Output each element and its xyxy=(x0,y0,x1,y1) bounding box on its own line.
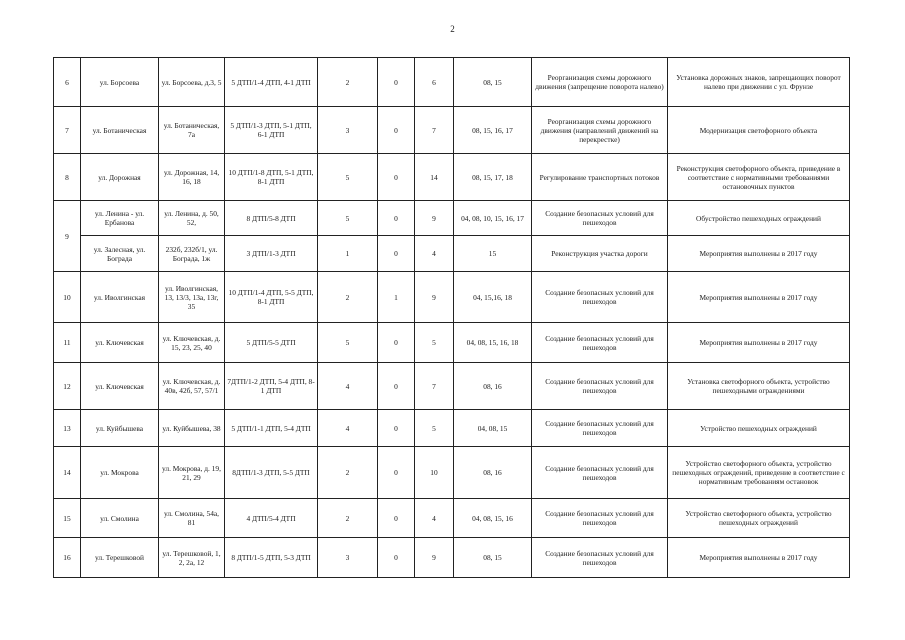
street-cell: ул. Борсоева xyxy=(81,58,159,107)
count-cell: 2 xyxy=(318,272,378,323)
actions-cell: Установка дорожных знаков, запрещающих поворот налево при движении с ул. Фрунзе xyxy=(668,58,850,107)
table-row xyxy=(54,410,850,447)
codes-cell: 08, 16 xyxy=(454,363,532,410)
measure-cell: Реорганизация схемы дорожного движения (запрещение поворота налево) xyxy=(532,58,668,107)
codes-cell: 08, 15, 17, 18 xyxy=(454,154,532,201)
accidents-cell: 8 ДТП/1-5 ДТП, 5-3 ДТП xyxy=(225,538,318,578)
count-cell: 14 xyxy=(415,154,454,201)
measure-cell: Создание безопасных условий для пешеходов xyxy=(532,272,668,323)
count-cell: 1 xyxy=(318,236,378,272)
street-cell: ул. Ботаническая xyxy=(81,107,159,154)
measure-cell: Создание безопасных условий для пешеходов xyxy=(532,323,668,363)
actions-cell: Реконструкция светофорного объекта, приведение в соответствие с нормативными требованиями остановочных пунктов xyxy=(668,154,850,201)
count-cell: 2 xyxy=(318,58,378,107)
row-number: 9 xyxy=(54,201,81,272)
count-cell: 4 xyxy=(318,410,378,447)
table-row xyxy=(54,323,850,363)
count-cell: 9 xyxy=(415,538,454,578)
codes-cell: 08, 15 xyxy=(454,538,532,578)
count-cell: 3 xyxy=(318,538,378,578)
codes-cell: 15 xyxy=(454,236,532,272)
codes-cell: 08, 15 xyxy=(454,58,532,107)
accidents-cell: 3 ДТП/1-3 ДТП xyxy=(225,236,318,272)
table-row xyxy=(54,58,850,107)
row-number: 6 xyxy=(54,58,81,107)
accidents-cell: 4 ДТП/5-4 ДТП xyxy=(225,499,318,538)
street-cell: ул. Ленина - ул. Ербанова xyxy=(81,201,159,236)
codes-cell: 08, 15, 16, 17 xyxy=(454,107,532,154)
count-cell: 7 xyxy=(415,363,454,410)
count-cell: 5 xyxy=(415,323,454,363)
actions-cell: Устройство светофорного объекта, устройство пешеходных ограждений, приведение в соответствие с нормативным требованиям остановок xyxy=(668,447,850,499)
measure-cell: Реорганизация схемы дорожного движения (направлений движений на перекрестке) xyxy=(532,107,668,154)
count-cell: 0 xyxy=(378,201,415,236)
count-cell: 1 xyxy=(378,272,415,323)
count-cell: 4 xyxy=(415,499,454,538)
accidents-cell: 7ДТП/1-2 ДТП, 5-4 ДТП, 8-1 ДТП xyxy=(225,363,318,410)
accidents-cell: 10 ДТП/1-4 ДТП, 5-5 ДТП, 8-1 ДТП xyxy=(225,272,318,323)
table-row xyxy=(54,447,850,499)
count-cell: 5 xyxy=(318,323,378,363)
accidents-cell: 5 ДТП/5-5 ДТП xyxy=(225,323,318,363)
count-cell: 4 xyxy=(318,363,378,410)
table-row xyxy=(54,201,850,236)
accidents-cell: 8ДТП/1-3 ДТП, 5-5 ДТП xyxy=(225,447,318,499)
actions-cell: Мероприятия выполнены в 2017 году xyxy=(668,272,850,323)
count-cell: 0 xyxy=(378,236,415,272)
count-cell: 2 xyxy=(318,447,378,499)
address-cell: ул. Ботаническая, 7а xyxy=(159,107,225,154)
table-row xyxy=(54,363,850,410)
actions-cell: Устройство пешеходных ограждений xyxy=(668,410,850,447)
actions-cell: Мероприятия выполнены в 2017 году xyxy=(668,323,850,363)
table-row xyxy=(54,538,850,578)
codes-cell: 04, 08, 15, 16 xyxy=(454,499,532,538)
actions-cell: Мероприятия выполнены в 2017 году xyxy=(668,236,850,272)
accidents-cell: 5 ДТП/1-3 ДТП, 5-1 ДТП, 6-1 ДТП xyxy=(225,107,318,154)
row-number: 7 xyxy=(54,107,81,154)
actions-cell: Обустройство пешеходных ограждений xyxy=(668,201,850,236)
actions-cell: Мероприятия выполнены в 2017 году xyxy=(668,538,850,578)
table-row xyxy=(54,499,850,538)
table-row xyxy=(54,236,850,272)
table-row xyxy=(54,272,850,323)
count-cell: 10 xyxy=(415,447,454,499)
row-number: 13 xyxy=(54,410,81,447)
count-cell: 0 xyxy=(378,499,415,538)
count-cell: 0 xyxy=(378,323,415,363)
count-cell: 0 xyxy=(378,107,415,154)
measure-cell: Создание безопасных условий для пешеходов xyxy=(532,363,668,410)
count-cell: 9 xyxy=(415,272,454,323)
codes-cell: 04, 08, 10, 15, 16, 17 xyxy=(454,201,532,236)
row-number: 11 xyxy=(54,323,81,363)
street-cell: ул. Смолина xyxy=(81,499,159,538)
count-cell: 5 xyxy=(415,410,454,447)
row-number: 15 xyxy=(54,499,81,538)
actions-cell: Модернизация светофорного объекта xyxy=(668,107,850,154)
row-number: 16 xyxy=(54,538,81,578)
actions-cell: Установка светофорного объекта, устройство пешеходными ограждениями xyxy=(668,363,850,410)
count-cell: 0 xyxy=(378,538,415,578)
address-cell: ул. Ключевская, д. 40в, 42б, 57, 57/1 xyxy=(159,363,225,410)
measure-cell: Создание безопасных условий для пешеходов xyxy=(532,538,668,578)
actions-cell: Устройство светофорного объекта, устройство пешеходных ограждений xyxy=(668,499,850,538)
measure-cell: Реконструкция участка дороги xyxy=(532,236,668,272)
row-number: 10 xyxy=(54,272,81,323)
street-cell: ул. Залесная, ул. Бограда xyxy=(81,236,159,272)
street-cell: ул. Иволгинская xyxy=(81,272,159,323)
street-cell: ул. Терешковой xyxy=(81,538,159,578)
street-cell: ул. Дорожная xyxy=(81,154,159,201)
count-cell: 2 xyxy=(318,499,378,538)
count-cell: 0 xyxy=(378,447,415,499)
count-cell: 0 xyxy=(378,58,415,107)
measure-cell: Регулирование транспортных потоков xyxy=(532,154,668,201)
count-cell: 5 xyxy=(318,154,378,201)
accidents-cell: 10 ДТП/1-8 ДТП, 5-1 ДТП, 8-1 ДТП xyxy=(225,154,318,201)
count-cell: 5 xyxy=(318,201,378,236)
row-number: 8 xyxy=(54,154,81,201)
address-cell: ул. Борсоева, д.3, 5 xyxy=(159,58,225,107)
measure-cell: Создание безопасных условий для пешеходов xyxy=(532,499,668,538)
count-cell: 4 xyxy=(415,236,454,272)
address-cell: ул. Ленина, д. 50, 52, xyxy=(159,201,225,236)
codes-cell: 04, 08, 15, 16, 18 xyxy=(454,323,532,363)
address-cell: ул. Куйбышева, 38 xyxy=(159,410,225,447)
address-cell: ул. Ключевская, д. 15, 23, 25, 40 xyxy=(159,323,225,363)
table-row xyxy=(54,107,850,154)
address-cell: 232б, 232б/1, ул. Бограда, 1ж xyxy=(159,236,225,272)
count-cell: 0 xyxy=(378,154,415,201)
row-number: 14 xyxy=(54,447,81,499)
address-cell: ул. Смолина, 54а, 81 xyxy=(159,499,225,538)
street-cell: ул. Мокрова xyxy=(81,447,159,499)
codes-cell: 04, 15,16, 18 xyxy=(454,272,532,323)
measure-cell: Создание безопасных условий для пешеходов xyxy=(532,447,668,499)
count-cell: 9 xyxy=(415,201,454,236)
count-cell: 7 xyxy=(415,107,454,154)
accidents-cell: 8 ДТП/5-8 ДТП xyxy=(225,201,318,236)
codes-cell: 08, 16 xyxy=(454,447,532,499)
address-cell: ул. Дорожная, 14, 16, 18 xyxy=(159,154,225,201)
row-number: 12 xyxy=(54,363,81,410)
street-cell: ул. Куйбышева xyxy=(81,410,159,447)
accidents-cell: 5 ДТП/1-4 ДТП, 4-1 ДТП xyxy=(225,58,318,107)
measure-cell: Создание безопасных условий для пешеходов xyxy=(532,201,668,236)
count-cell: 0 xyxy=(378,363,415,410)
address-cell: ул. Мокрова, д. 19, 21, 29 xyxy=(159,447,225,499)
count-cell: 6 xyxy=(415,58,454,107)
count-cell: 3 xyxy=(318,107,378,154)
measure-cell: Создание безопасных условий для пешеходов xyxy=(532,410,668,447)
street-cell: ул. Ключевская xyxy=(81,363,159,410)
table-row xyxy=(54,154,850,201)
address-cell: ул. Терешковой, 1, 2, 2а, 12 xyxy=(159,538,225,578)
count-cell: 0 xyxy=(378,410,415,447)
codes-cell: 04, 08, 15 xyxy=(454,410,532,447)
report-table xyxy=(53,57,850,578)
accidents-cell: 5 ДТП/1-1 ДТП, 5-4 ДТП xyxy=(225,410,318,447)
address-cell: ул. Иволгинская, 13, 13/3, 13а, 13г, 35 xyxy=(159,272,225,323)
street-cell: ул. Ключевская xyxy=(81,323,159,363)
page-number: 2 xyxy=(450,24,455,34)
